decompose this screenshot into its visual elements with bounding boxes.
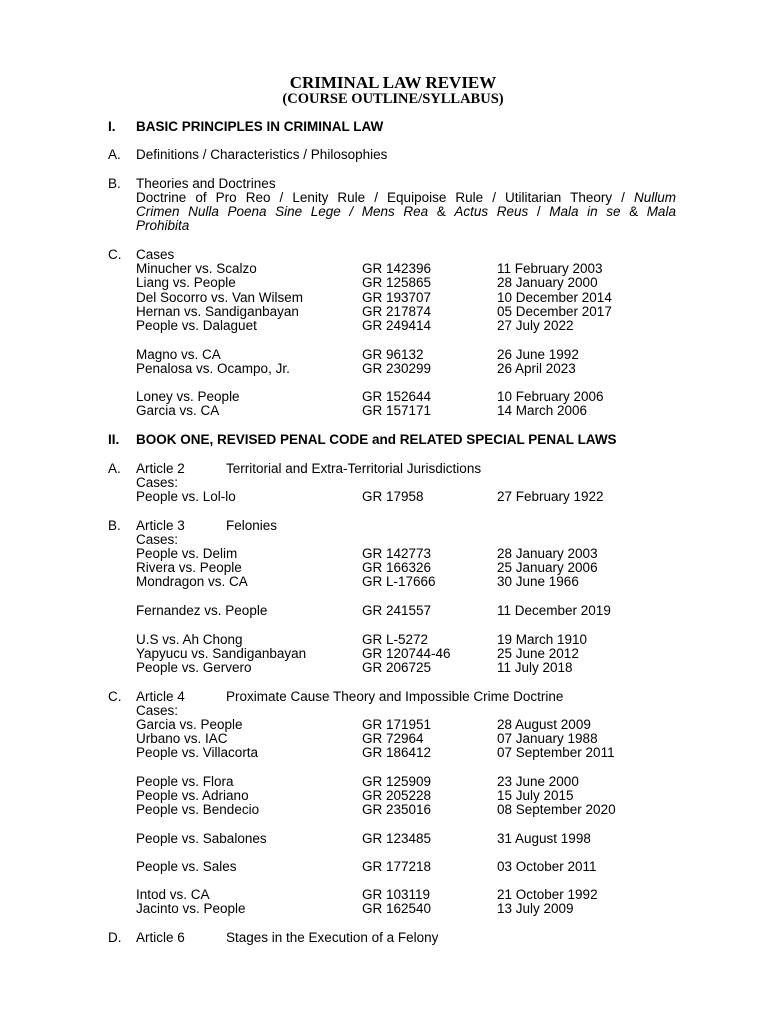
case-name: Loney vs. People: [136, 389, 240, 404]
case-gr-number: GR 206725: [362, 660, 432, 675]
article-topic: Stages in the Execution of a Felony: [226, 930, 439, 945]
case-gr-number: GR L-5272: [362, 632, 429, 647]
article-letter: A.: [108, 461, 121, 476]
case-gr-number: GR 177218: [362, 859, 432, 874]
case-date: 05 December 2017: [497, 304, 612, 319]
case-gr-number: GR 103119: [362, 887, 431, 902]
case-date: 25 January 2006: [497, 560, 598, 575]
case-date: 28 January 2003: [497, 546, 598, 561]
case-name: People vs. Dalaguet: [136, 318, 257, 333]
ampersand: &: [436, 204, 446, 219]
case-date: 11 February 2003: [497, 261, 603, 276]
case-gr-number: GR 205228: [362, 788, 432, 803]
case-gr-number: GR 152644: [362, 389, 432, 404]
case-name: Garcia vs. People: [136, 717, 243, 732]
case-gr-number: GR 166326: [362, 560, 432, 575]
case-name: Rivera vs. People: [136, 560, 242, 575]
case-date: 11 July 2018: [497, 660, 573, 675]
case-date: 07 September 2011: [497, 745, 615, 760]
case-date: 27 February 1922: [497, 489, 604, 504]
section-letter: B.: [108, 176, 121, 191]
article-letter: B.: [108, 518, 121, 533]
part-1-title: BASIC PRINCIPLES IN CRIMINAL LAW: [136, 119, 384, 134]
case-name: Del Socorro vs. Van Wilsem: [136, 290, 304, 305]
case-gr-number: GR 230299: [362, 361, 432, 376]
document-title: CRIMINAL LAW REVIEW: [289, 73, 497, 92]
case-gr-number: GR 171951: [362, 717, 432, 732]
case-date: 31 August 1998: [497, 831, 591, 846]
case-name: People vs. Sabalones: [136, 831, 267, 846]
case-name: Minucher vs. Scalzo: [136, 261, 257, 276]
case-gr-number: GR 217874: [362, 304, 432, 319]
document-subtitle: (COURSE OUTLINE/SYLLABUS): [282, 91, 504, 107]
article-topic: Proximate Cause Theory and Impossible Crime Doctrine: [226, 689, 564, 704]
case-gr-number: GR 96132: [362, 347, 424, 362]
case-name: People vs. Adriano: [136, 788, 249, 803]
case-date: 25 June 2012: [497, 646, 579, 661]
case-gr-number: GR 193707: [362, 290, 432, 305]
case-gr-number: GR 157171: [362, 403, 432, 418]
case-name: People vs. Sales: [136, 859, 237, 874]
doctrines-italic: Nullum: [633, 190, 676, 205]
case-date: 15 July 2015: [497, 788, 574, 803]
section-title: Theories and Doctrines: [136, 176, 276, 191]
case-gr-number: GR 17958: [362, 489, 424, 504]
case-name: People vs. Lol-lo: [136, 489, 236, 504]
case-name: People vs. Villacorta: [136, 745, 259, 760]
doctrines-italic: Mala in se: [549, 204, 621, 219]
case-name: Yapyucu vs. Sandiganbayan: [136, 646, 307, 661]
case-date: 08 September 2020: [497, 802, 616, 817]
case-name: Fernandez vs. People: [136, 603, 268, 618]
doctrines-italic: Crimen Nulla Poena Sine Lege / Mens Rea: [136, 204, 429, 219]
part-2-title: BOOK ONE, REVISED PENAL CODE and RELATED SPECIAL PENAL LAWS: [136, 432, 617, 447]
doctrines-italic: Prohibita: [136, 218, 190, 233]
section-letter: C.: [108, 247, 122, 262]
doctrines-line-3: [136, 218, 189, 233]
case-name: Mondragon vs. CA: [136, 574, 248, 589]
case-gr-number: GR 142396: [362, 261, 432, 276]
case-date: 19 March 1910: [497, 632, 588, 647]
case-name: Penalosa vs. Ocampo, Jr.: [136, 361, 290, 376]
article-topic: Territorial and Extra-Territorial Jurisdictions: [226, 461, 482, 476]
case-gr-number: GR 123485: [362, 831, 432, 846]
case-date: 23 June 2000: [497, 774, 579, 789]
case-date: 21 October 1992: [497, 887, 598, 902]
article-topic: Felonies: [226, 518, 278, 533]
case-name: Liang vs. People: [136, 275, 236, 290]
doctrines-line-2: [136, 204, 676, 219]
case-name: Urbano vs. IAC: [136, 731, 228, 746]
case-date: 27 July 2022: [497, 318, 574, 333]
case-date: 28 August 2009: [497, 717, 591, 732]
cases-label: Cases:: [136, 532, 179, 547]
case-name: People vs. Delim: [136, 546, 238, 561]
article-letter: D.: [108, 930, 122, 945]
article-number: Article 3: [136, 518, 185, 533]
article-letter: C.: [108, 689, 122, 704]
part-1-number: I.: [108, 119, 116, 134]
section-title: Cases: [136, 247, 175, 262]
case-gr-number: GR 249414: [362, 318, 432, 333]
case-name: Intod vs. CA: [136, 887, 210, 902]
case-name: People vs. Bendecio: [136, 802, 260, 817]
case-name: People vs. Flora: [136, 774, 234, 789]
case-gr-number: GR 72964: [362, 731, 424, 746]
case-gr-number: GR 241557: [362, 603, 432, 618]
slash: /: [536, 204, 541, 219]
case-name: Hernan vs. Sandiganbayan: [136, 304, 299, 319]
section-title: Definitions / Characteristics / Philosophies: [136, 147, 388, 162]
doctrines-italic: Actus Reus: [454, 204, 529, 219]
section-letter: A.: [108, 147, 121, 162]
case-date: 10 February 2006: [497, 389, 604, 404]
case-date: 10 December 2014: [497, 290, 612, 305]
case-name: Magno vs. CA: [136, 347, 221, 362]
case-gr-number: GR L-17666: [362, 574, 436, 589]
ampersand: &: [629, 204, 639, 219]
article-number: Article 4: [136, 689, 185, 704]
article-number: Article 2: [136, 461, 185, 476]
case-date: 30 June 1966: [497, 574, 579, 589]
doctrines-text: Doctrine of Pro Reo / Lenity Rule / Equipoise Rule / Utilitarian Theory /: [136, 190, 634, 205]
case-gr-number: GR 125909: [362, 774, 432, 789]
case-gr-number: GR 235016: [362, 802, 432, 817]
case-gr-number: GR 162540: [362, 901, 432, 916]
doctrines-line-1: [136, 190, 676, 205]
case-gr-number: GR 142773: [362, 546, 432, 561]
case-date: 28 January 2000: [497, 275, 598, 290]
case-date: 13 July 2009: [497, 901, 574, 916]
case-date: 07 January 1988: [497, 731, 598, 746]
case-date: 26 April 2023: [497, 361, 576, 376]
case-name: Garcia vs. CA: [136, 403, 220, 418]
case-name: U.S vs. Ah Chong: [136, 632, 243, 647]
case-gr-number: GR 125865: [362, 275, 432, 290]
case-gr-number: GR 186412: [362, 745, 432, 760]
case-date: 11 December 2019: [497, 603, 611, 618]
cases-label: Cases:: [136, 703, 179, 718]
article-number: Article 6: [136, 930, 185, 945]
case-date: 14 March 2006: [497, 403, 588, 418]
doctrines-italic: Mala: [646, 204, 676, 219]
cases-label: Cases:: [136, 475, 179, 490]
case-name: Jacinto vs. People: [136, 901, 246, 916]
case-gr-number: GR 120744-46: [362, 646, 451, 661]
case-date: 26 June 1992: [497, 347, 579, 362]
part-2-number: II.: [108, 432, 120, 447]
case-date: 03 October 2011: [497, 859, 597, 874]
case-name: People vs. Gervero: [136, 660, 252, 675]
